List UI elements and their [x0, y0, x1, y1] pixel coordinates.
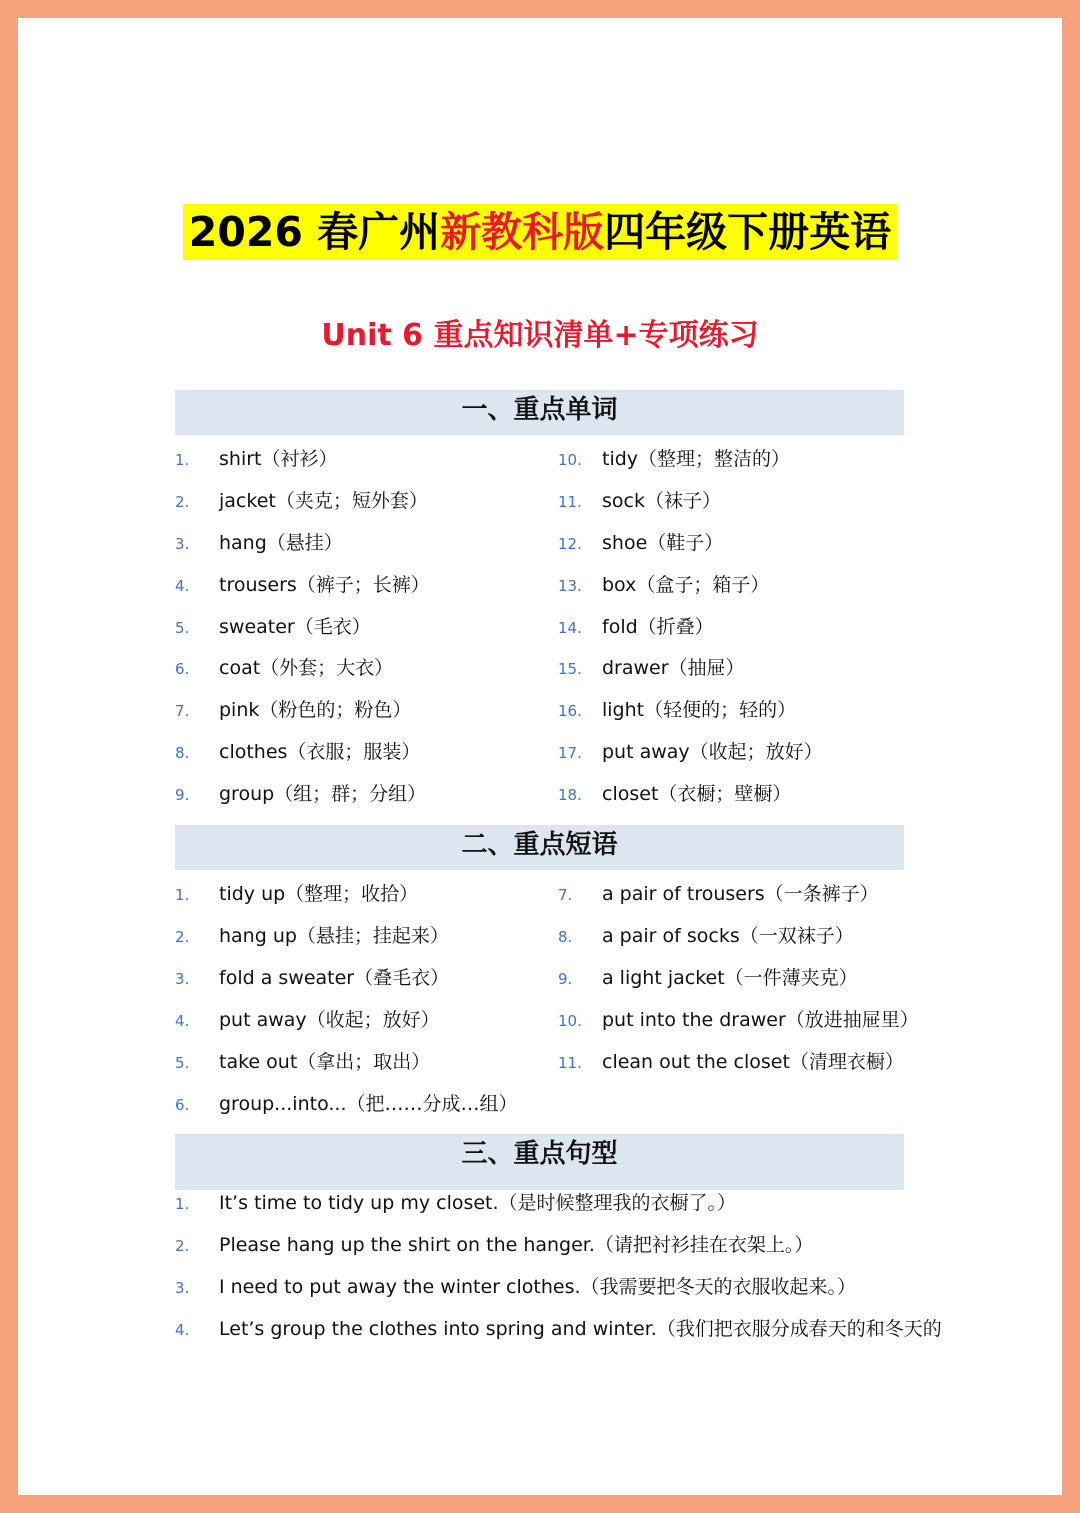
title-part-2: 新教科版: [440, 208, 605, 256]
item-number: 4.: [175, 1012, 190, 1030]
item-text: light（轻便的；轻的）: [602, 699, 797, 721]
item-text: fold（折叠）: [602, 616, 714, 638]
list-item: [558, 655, 745, 682]
item-text: clothes（衣服；服装）: [219, 741, 421, 763]
item-text: Please hang up the shirt on the hanger.（请把衬衫挂在衣架上。）: [219, 1234, 814, 1256]
item-text: drawer（抽屉）: [602, 657, 745, 679]
title-wrapper: [18, 204, 1062, 260]
item-text: hang up（悬挂；挂起来）: [219, 925, 449, 947]
item-text: Let’s group the clothes into spring and winter.（我们把衣服分成春天的和冬天的: [219, 1318, 942, 1340]
list-item: [558, 446, 790, 473]
item-number: 5.: [175, 619, 190, 637]
item-text: group...into...（把……分成…组）: [219, 1093, 518, 1115]
item-number: 16.: [558, 702, 582, 720]
section-heading-sentences: 三、重点句型: [175, 1134, 904, 1190]
list-item: [175, 781, 426, 808]
item-text: put into the drawer（放进抽屉里）: [602, 1009, 919, 1031]
item-number: 11.: [558, 1054, 582, 1072]
item-number: 8.: [558, 928, 573, 946]
item-number: 4.: [175, 1321, 190, 1339]
list-item: [558, 739, 823, 766]
list-item: [175, 488, 428, 515]
item-text: box（盒子；箱子）: [602, 574, 770, 596]
list-item: [558, 488, 721, 515]
item-number: 8.: [175, 744, 190, 762]
item-number: 6.: [175, 1096, 190, 1114]
item-text: fold a sweater（叠毛衣）: [219, 967, 450, 989]
item-text: tidy（整理；整洁的）: [602, 448, 791, 470]
item-text: a pair of socks（一双袜子）: [602, 925, 854, 947]
item-text: closet（衣橱；壁橱）: [602, 783, 792, 805]
item-text: put away（收起；放好）: [219, 1009, 440, 1031]
section-heading-phrases: 二、重点短语: [175, 825, 904, 870]
item-number: 9.: [175, 786, 190, 804]
page-subtitle: Unit 6 重点知识清单+专项练习: [321, 318, 759, 353]
item-text: shirt（衬衫）: [219, 448, 338, 470]
item-number: 2.: [175, 928, 190, 946]
item-number: 18.: [558, 786, 582, 804]
item-text: group（组；群；分组）: [219, 783, 427, 805]
list-item: [558, 697, 796, 724]
item-text: hang（悬挂）: [219, 532, 343, 554]
item-number: 1.: [175, 886, 190, 904]
list-item: [175, 530, 343, 557]
list-item: [175, 1007, 440, 1034]
item-number: 3.: [175, 535, 190, 553]
item-text: pink（粉色的；粉色）: [219, 699, 412, 721]
list-item: [558, 530, 723, 557]
item-number: 1.: [175, 451, 190, 469]
list-item: [175, 1091, 517, 1118]
item-number: 2.: [175, 1237, 190, 1255]
page-title: [183, 204, 897, 260]
item-text: a pair of trousers（一条裤子）: [602, 883, 879, 905]
item-number: 2.: [175, 493, 190, 511]
item-number: 13.: [558, 577, 582, 595]
list-item: [175, 881, 418, 908]
list-item: [175, 1274, 856, 1301]
list-item: [558, 1007, 919, 1034]
list-item: [175, 1049, 430, 1076]
item-text: coat（外套；大衣）: [219, 657, 394, 679]
list-item: [558, 965, 858, 992]
item-number: 11.: [558, 493, 582, 511]
item-number: 5.: [175, 1054, 190, 1072]
item-number: 15.: [558, 660, 582, 678]
item-number: 6.: [175, 660, 190, 678]
list-item: [558, 614, 714, 641]
item-text: put away（收起；放好）: [602, 741, 823, 763]
item-text: trousers（裤子；长裤）: [219, 574, 430, 596]
list-item: [175, 923, 449, 950]
item-number: 12.: [558, 535, 582, 553]
list-item: [175, 697, 411, 724]
item-number: 3.: [175, 1279, 190, 1297]
list-item: [558, 1049, 904, 1076]
title-part-1: 2026 春广州: [188, 208, 441, 256]
item-text: It’s time to tidy up my closet.（是时候整理我的衣橱了。）: [219, 1192, 737, 1214]
item-number: 1.: [175, 1195, 190, 1213]
list-item: [175, 1232, 813, 1259]
item-text: clean out the closet（清理衣橱）: [602, 1051, 904, 1073]
list-item: [175, 1316, 942, 1343]
item-text: sock（袜子）: [602, 490, 721, 512]
item-number: 10.: [558, 451, 582, 469]
item-number: 3.: [175, 970, 190, 988]
list-item: [558, 923, 854, 950]
item-number: 7.: [558, 886, 573, 904]
item-number: 4.: [175, 577, 190, 595]
item-text: sweater（毛衣）: [219, 616, 371, 638]
list-item: [558, 881, 879, 908]
document-page: [18, 18, 1062, 1495]
item-number: 17.: [558, 744, 582, 762]
item-text: tidy up（整理；收拾）: [219, 883, 419, 905]
list-item: [175, 446, 337, 473]
item-text: take out（拿出；取出）: [219, 1051, 431, 1073]
item-text: I need to put away the winter clothes.（我需要把冬天的衣服收起来。）: [219, 1276, 857, 1298]
item-number: 14.: [558, 619, 582, 637]
list-item: [558, 781, 791, 808]
item-number: 9.: [558, 970, 573, 988]
title-part-3: 四年级下册英语: [604, 208, 892, 256]
list-item: [175, 1190, 736, 1217]
item-text: jacket（夹克；短外套）: [219, 490, 428, 512]
item-number: 7.: [175, 702, 190, 720]
list-item: [175, 614, 371, 641]
list-item: [175, 655, 393, 682]
list-item: [558, 572, 769, 599]
list-item: [175, 965, 449, 992]
section-heading-vocabulary: 一、重点单词: [175, 390, 904, 435]
item-number: 10.: [558, 1012, 582, 1030]
list-item: [175, 572, 430, 599]
list-item: [175, 739, 420, 766]
item-text: a light jacket（一件薄夹克）: [602, 967, 858, 989]
item-text: shoe（鞋子）: [602, 532, 724, 554]
